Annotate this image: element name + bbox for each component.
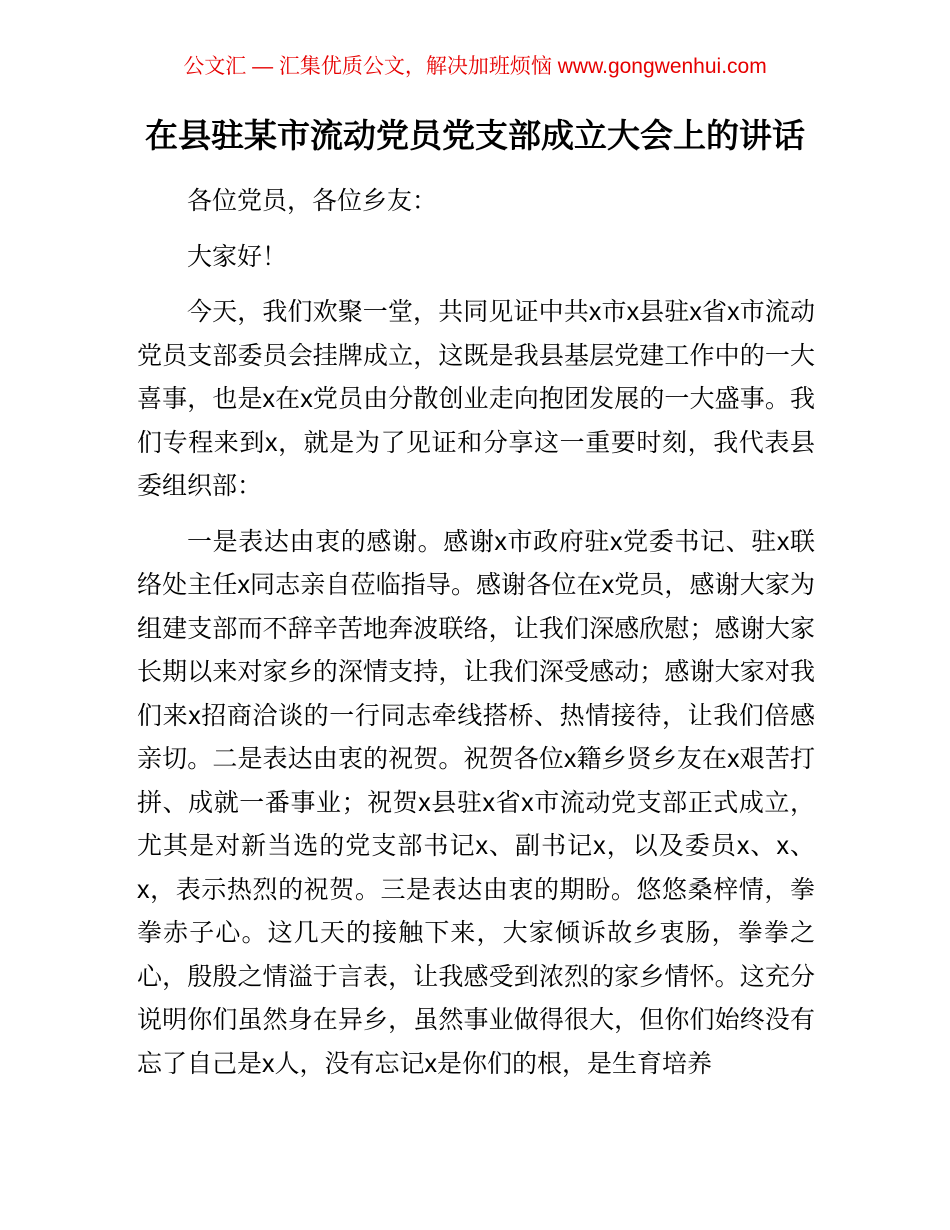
- document-title: 在县驻某市流动党员党支部成立大会上的讲话: [145, 117, 805, 154]
- paragraph-greeting: 大家好！: [187, 242, 288, 271]
- paragraph-salutation: 各位党员，各位乡友：: [187, 187, 438, 215]
- paragraph-opening: 今天，我们欢聚一堂，共同见证中共x市x县驻x省x市流动党员支部委员会挂牌成立，这既是我县基层党建工作中的一大喜事，也是x在x党员由分散创业走向抱团发展的一大盛事。我们专程来到x，就是为了见证和分享这一重要时刻，我代表县委组织部：: [137, 298, 815, 500]
- document-body: [137, 180, 815, 1086]
- site-watermark: 公文汇 — 汇集优质公文，解决加班烦恼 www.gongwenhui.com: [183, 55, 767, 78]
- paragraph-main: 一是表达由衷的感谢。感谢x市政府驻x党委书记、驻x联络处主任x同志亲自莅临指导。感谢各位在x党员，感谢大家为组建支部而不辞辛苦地奔波联络，让我们深感欣慰；感谢大家长期以来对家乡的深情支持，让我们深受感动；感谢大家对我们来x招商洽谈的一行同志牵线搭桥、热情接待，让我们倍感亲切。二是表达由衷的祝贺。祝贺各位x籍乡贤乡友在x艰苦打拼、成就一番事业；祝贺x县驻x省x市流动党支部正式成立，尤其是对新当选的党支部书记x、副书记x，以及委员x、x、x，表示热烈的祝贺。三是表达由衷的期盼。悠悠桑梓情，拳拳赤子心。这几天的接触下来，大家倾诉故乡衷肠，拳拳之心，殷殷之情溢于言表，让我感受到浓烈的家乡情怀。这充分说明你们虽然身在异乡，虽然事业做得很大，但你们始终没有忘了自己是x人，没有忘记x是你们的根，是生育培养: [137, 527, 815, 1078]
